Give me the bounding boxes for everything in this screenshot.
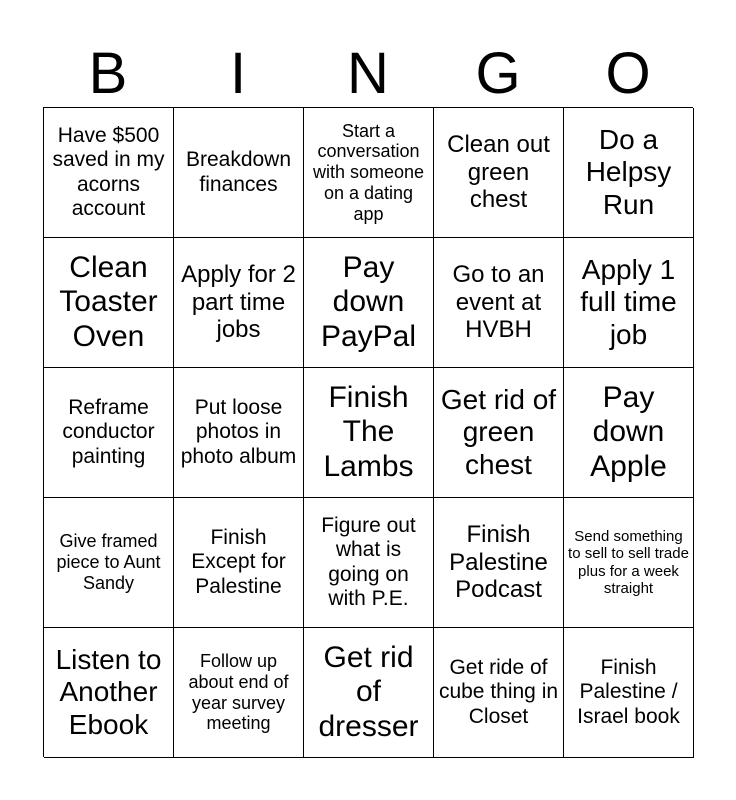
bingo-cell-r5c4[interactable]	[434, 628, 564, 758]
cell-text: Finish Palestine / Israel book	[577, 656, 680, 728]
cell-text: Pay down Apple	[590, 380, 667, 483]
bingo-header	[43, 40, 693, 108]
header-letter-n: N	[347, 41, 389, 106]
bingo-cell-r1c2[interactable]	[174, 108, 304, 238]
bingo-cell-r1c4[interactable]	[434, 108, 564, 238]
bingo-cell-r1c3[interactable]	[304, 108, 434, 238]
bingo-cell-r5c2[interactable]	[174, 628, 304, 758]
bingo-cell-r2c2[interactable]	[174, 238, 304, 368]
bingo-cell-r4c2[interactable]	[174, 498, 304, 628]
cell-text: Get ride of cube thing in Closet	[438, 656, 559, 728]
bingo-cell-r2c4[interactable]	[434, 238, 564, 368]
cell-text: Send something to sell to sell trade plus for a week straight	[568, 528, 689, 597]
cell-text: Reframe conductor painting	[62, 396, 155, 468]
bingo-cell-r1c5[interactable]	[564, 108, 694, 238]
cell-text: Give framed piece to Aunt Sandy	[56, 531, 161, 593]
cell-text: Get rid of green chest	[440, 384, 557, 480]
cell-text: Do a Helpsy Run	[585, 124, 672, 220]
cell-text: Breakdown finances	[185, 148, 292, 196]
bingo-cell-r1c1[interactable]	[44, 108, 174, 238]
cell-text: Finish Except for Palestine	[191, 526, 286, 598]
cell-text: Finish Palestine Podcast	[449, 521, 548, 604]
bingo-cell-r4c5[interactable]	[564, 498, 694, 628]
cell-text: Listen to Another Ebook	[55, 644, 162, 740]
bingo-cell-r3c5[interactable]	[564, 368, 694, 498]
cell-text: Get rid of dresser	[318, 640, 419, 743]
bingo-cell-r5c1[interactable]	[44, 628, 174, 758]
bingo-cell-r3c2[interactable]	[174, 368, 304, 498]
cell-text: Have $500 saved in my acorns account	[52, 124, 165, 220]
cell-text: Follow up about end of year survey meeting	[188, 651, 289, 734]
cell-text: Clean out green chest	[447, 131, 550, 214]
bingo-cell-r5c3[interactable]	[304, 628, 434, 758]
cell-text: Apply for 2 part time jobs	[181, 261, 296, 344]
bingo-grid	[43, 107, 693, 757]
header-letter-o: O	[605, 41, 651, 106]
bingo-cell-r3c1[interactable]	[44, 368, 174, 498]
cell-text: Figure out what is going on with P.E.	[321, 514, 416, 610]
bingo-cell-r3c4[interactable]	[434, 368, 564, 498]
cell-text: Start a conversation with someone on a dating app	[312, 120, 425, 224]
bingo-cell-r2c5[interactable]	[564, 238, 694, 368]
bingo-cell-r3c3[interactable]	[304, 368, 434, 498]
header-letter-g: G	[475, 41, 521, 106]
cell-text: Go to an event at HVBH	[452, 261, 545, 344]
bingo-cell-r5c5[interactable]	[564, 628, 694, 758]
header-letter-i: I	[229, 41, 247, 106]
bingo-cell-r4c3[interactable]	[304, 498, 434, 628]
bingo-cell-r4c1[interactable]	[44, 498, 174, 628]
cell-text: Apply 1 full time job	[580, 254, 677, 350]
cell-text: Pay down PayPal	[320, 250, 417, 353]
bingo-cell-r2c1[interactable]	[44, 238, 174, 368]
cell-text: Finish The Lambs	[323, 380, 414, 483]
bingo-cell-r2c3[interactable]	[304, 238, 434, 368]
bingo-cell-r4c4[interactable]	[434, 498, 564, 628]
cell-text: Put loose photos in photo album	[180, 396, 297, 468]
cell-text: Clean Toaster Oven	[59, 250, 158, 353]
header-letter-b: B	[88, 41, 128, 106]
